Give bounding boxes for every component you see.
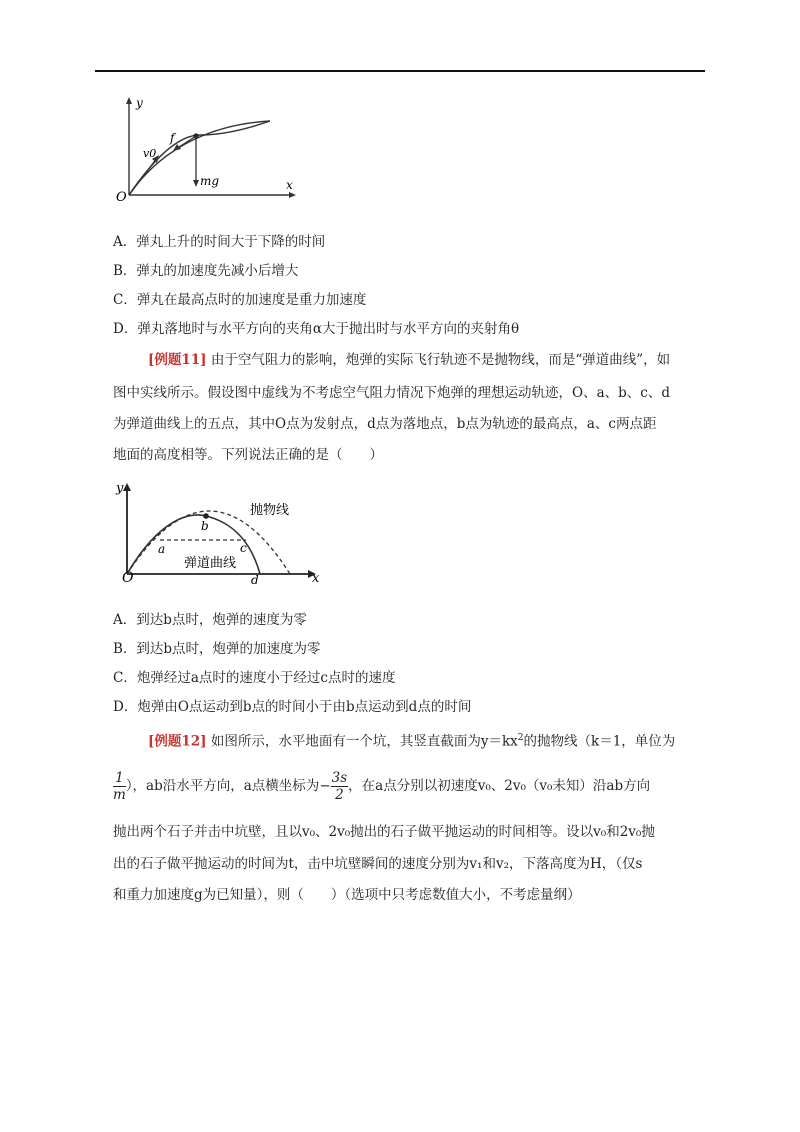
q11-line-1: [例题11] 由于空气阻力的影响，炮弹的实际飞行轨迹不是抛物线，而是“弹道曲线”，如 (148, 352, 671, 368)
point-b (203, 513, 209, 519)
q12-line-2: $\frac{1}{m}$ ），ab沿水平方向，a点横坐标为− $\frac{3s}{2}$ ，在a点分别以初速度v₀、2v₀（v₀未知）沿ab方向 (113, 770, 651, 803)
q12-line-4: 出的石子做平抛运动的时间为t，击中坑壁瞬间的速度分别为v₁和v₂，下落高度为H，（仅s (113, 856, 643, 872)
label-x: x (312, 571, 320, 586)
x-axis-arrow (289, 192, 296, 198)
q12-tag: [例题12] (148, 733, 207, 750)
label-d: d (251, 573, 259, 587)
header-rule (95, 70, 705, 72)
q11-line-2: 图中实线所示。假设图中虚线为不考虑空气阻力情况下炮弹的理想运动轨迹，O、a、b、c、d (113, 385, 670, 401)
label-b: b (201, 519, 209, 533)
label-a: a (158, 542, 166, 556)
fraction-1-over-m: $\frac{1}{m}$ (113, 770, 126, 803)
q10-option-b: B．弹丸的加速度先减小后增大 (113, 263, 299, 279)
label-y: y (136, 96, 143, 110)
label-mg: mg (200, 174, 220, 188)
label-ballistic: 弹道曲线 (184, 556, 237, 571)
label-o: O (116, 190, 127, 205)
fraction-3s-over-2: $\frac{3s}{2}$ (331, 770, 348, 803)
label-f: f (170, 131, 175, 145)
q11-tag: [例题11] (148, 352, 207, 368)
q12-line-1: [例题12] 如图所示，水平地面有一个坑，其竖直截面为$y=kx^2$的抛物线（k＝1，单位为 (148, 733, 676, 750)
label-x: x (286, 178, 293, 192)
label-parabola: 抛物线 (250, 503, 290, 518)
q10-option-c: C．弹丸在最高点时的加速度是重力加速度 (113, 292, 367, 308)
q11-option-d: D．炮弹由O点运动到b点的时间小于由b点运动到d点的时间 (113, 699, 472, 715)
q12-line-3: 抛出两个石子并击中坑壁，且以v₀、2v₀抛出的石子做平抛运动的时间相等。设以v₀和2v₀抛 (113, 824, 655, 840)
q11-option-b: B．到达b点时，炮弹的加速度为零 (113, 641, 321, 657)
q11-option-a: A．到达b点时，炮弹的速度为零 (113, 612, 307, 628)
label-o: O (122, 570, 134, 586)
figure-ballistic-curve (110, 478, 330, 588)
v0-arrow (129, 158, 157, 195)
label-v0: v0 (143, 147, 157, 160)
q12-line-5: 和重力加速度g为已知量），则（ ）（选项中只考虑数值大小，不考虑量纲） (113, 887, 581, 903)
y-axis-arrow (126, 97, 132, 104)
figure-projectile-forces (110, 95, 310, 205)
q11-line-4: 地面的高度相等。下列说法正确的是（ ） (113, 447, 383, 463)
label-y: y (116, 481, 124, 496)
q10-option-a: A．弹丸上升的时间大于下降的时间 (113, 234, 326, 250)
q11-line-3: 为弹道曲线上的五点，其中O点为发射点，d点为落地点，b点为轨迹的最高点，a、c两点距 (113, 416, 657, 432)
q11-option-c: C．炮弹经过a点时的速度小于经过c点时的速度 (113, 670, 396, 686)
label-c: c (240, 541, 247, 555)
q10-option-d: D．弹丸落地时与水平方向的夹角α大于抛出时与水平方向的夹射角θ (113, 321, 520, 337)
